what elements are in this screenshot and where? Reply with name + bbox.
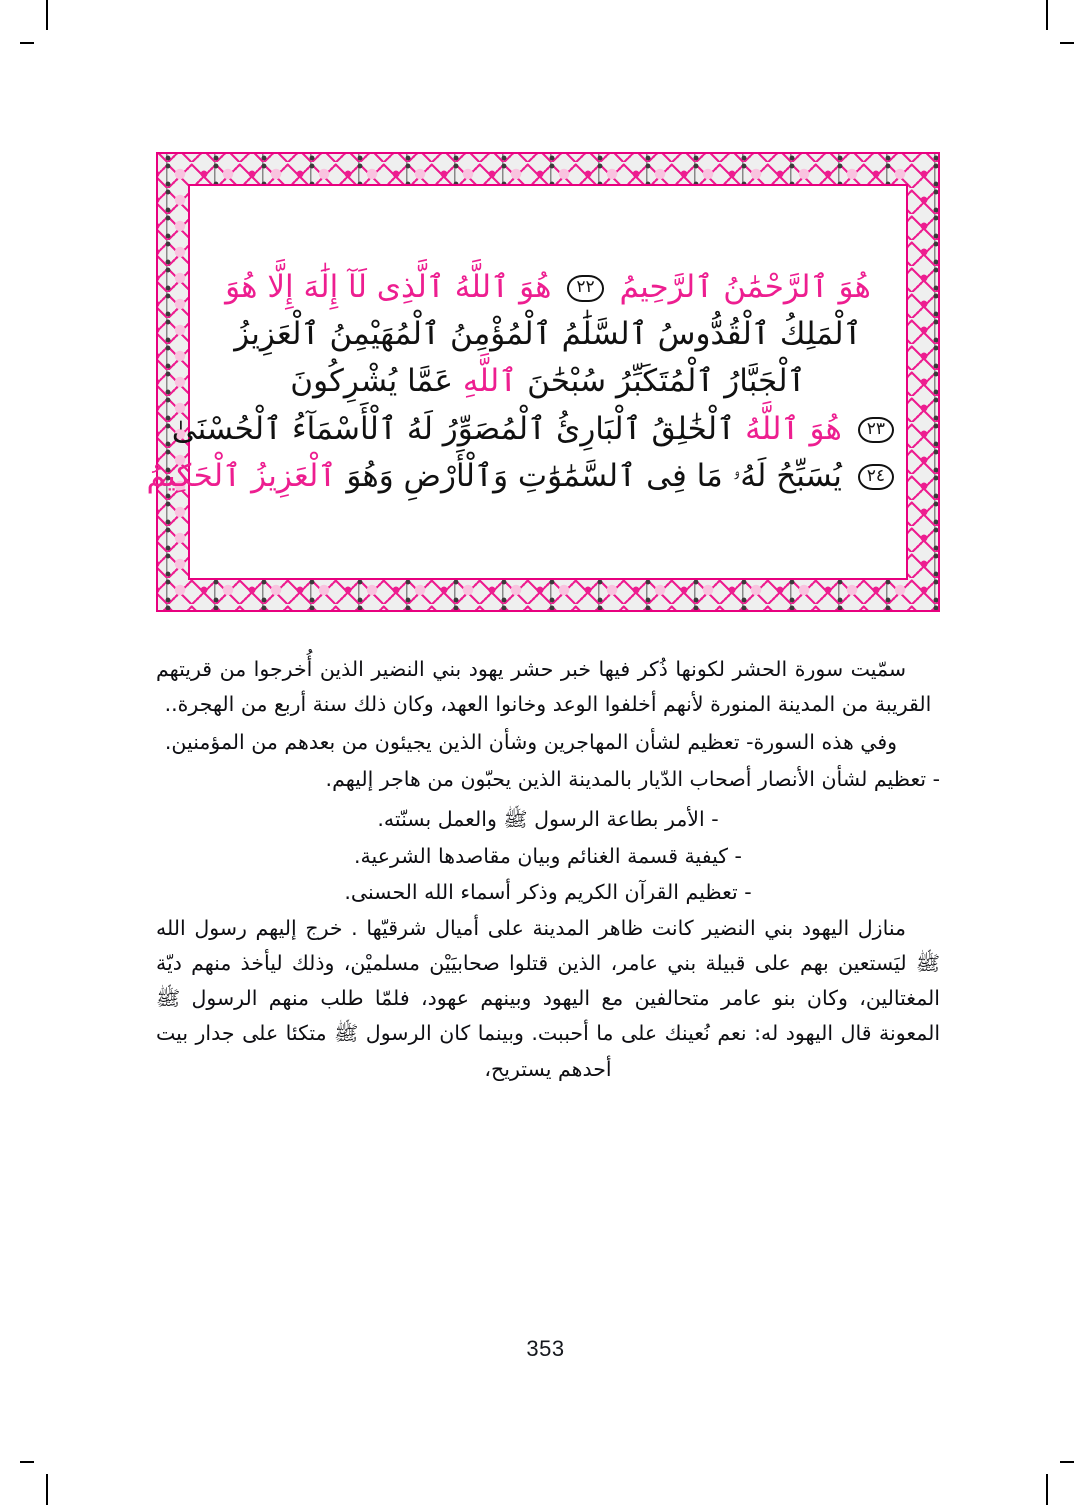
quran-verse-panel <box>146 152 940 612</box>
ayah-line-5 <box>146 453 900 500</box>
page-number: 353 <box>526 1336 565 1361</box>
ayah-segment: هُوَ ٱللَّهُ ٱلَّذِى لَآ إِلَٰهَ إِلَّا هُوَ <box>225 269 552 306</box>
ayah-segment: يُسَبِّحُ لَهُۥ مَا فِى ٱلسَّمَٰوَٰتِ وَٱلْأَرْضِ وَهُوَ <box>346 457 842 494</box>
ayah-line-3 <box>196 358 900 405</box>
crop-mark-bottom-left-horizontal <box>20 1461 34 1463</box>
sallallahu-alayhi-wasallam-icon: ﷺ <box>915 950 940 975</box>
ayah-line-1 <box>196 264 900 311</box>
intro-paragraph: سمّيت سورة الحشر لكونها ذُكر فيها خبر حشر يهود بني النضير الذين أُخرجوا من قريتهم القريبة من المدينة المنورة لأنهم أخلفوا الوعد وخانوا العهد، وكان ذلك سنة أربع من الهجرة.. <box>156 657 932 717</box>
ayah-segment: ٱلْخَٰلِقُ ٱلْبَارِئُ ٱلْمُصَوِّرُ لَهُ ٱلْأَسْمَآءُ ٱلْحُسْنَىٰ <box>171 410 736 447</box>
themes-intro-paragraph: وفي هذه السورة- تعظيم لشأن المهاجرين وشأن الذين يجيئون من بعدهم من المؤمنين. <box>164 729 898 754</box>
crop-mark-top-right-vertical <box>1046 0 1048 30</box>
crop-mark-bottom-right-vertical <box>1046 1474 1048 1505</box>
closing-part-4: متكئا على جدار بيت أحدهم يستريح، <box>156 1021 612 1081</box>
list-item <box>156 838 940 874</box>
ayah-segment: ٱلْعَزِيزُ ٱلْحَكِيمُ <box>146 457 337 494</box>
closing-part-2: ليَستعين بهم على قبيلة بني عامر، الذين قتلوا صحابيَيْن مسلميْن، وذلك ليأخذ منهم ديّة المغتالين، وكان بنو عامر متحالفين مع اليهود وبينهم عهود، فلمّا طلب منهم الرسول <box>156 950 940 1011</box>
bullet-text-before: - تعظيم القرآن الكريم وذكر أسماء الله الحسنى. <box>344 880 752 905</box>
themes-bullet-list <box>156 801 940 911</box>
bullet-text-before: - كيفية قسمة الغنائم وبيان مقاصدها الشرعية. <box>354 843 742 868</box>
crop-mark-top-left-vertical <box>46 0 48 30</box>
ayah-segment: ٱلْمَلِكُ ٱلْقُدُّوسُ ٱلسَّلَٰمُ ٱلْمُؤْمِنُ ٱلْمُهَيْمِنُ ٱلْعَزِيزُ <box>234 316 862 353</box>
crop-mark-top-right-horizontal <box>1060 42 1074 44</box>
ayah-number-marker: ۲۲ <box>567 275 603 302</box>
crop-mark-bottom-left-vertical <box>46 1474 48 1505</box>
ayah-number-marker: ۲٤ <box>858 464 894 491</box>
crop-mark-bottom-right-horizontal <box>1060 1461 1074 1463</box>
bullet-text-after: والعمل بسنّته. <box>377 807 504 831</box>
closing-part-1: منازل اليهود بني النضير كانت ظاهر المدينة على أميال شرقيّها . خرج إليهم رسول الله <box>156 915 906 940</box>
ayah-number-marker: ۲۳ <box>858 417 894 444</box>
ayah-segment-allah: ٱللَّهِ <box>462 363 518 400</box>
commentary-body <box>156 652 940 1089</box>
ayah-line-2 <box>196 311 900 358</box>
ayah-line-4 <box>171 406 900 453</box>
sallallahu-alayhi-wasallam-icon: ﷺ <box>334 1021 359 1046</box>
ayah-segment: عَمَّا يُشْرِكُونَ <box>290 363 453 400</box>
list-item <box>156 874 940 910</box>
sallallahu-alayhi-wasallam-icon: ﷺ <box>503 807 528 831</box>
sallallahu-alayhi-wasallam-icon: ﷺ <box>156 986 181 1011</box>
closing-part-3: المعونة قال اليهود له: نعم نُعينك على ما أحببت. وبينما كان الرسول <box>358 1021 941 1046</box>
list-item <box>156 801 940 838</box>
crop-mark-top-left-horizontal <box>20 42 34 44</box>
bullet-text-before: - الأمر بطاعة الرسول <box>527 807 719 831</box>
theme-ansar-paragraph: - تعظيم لشأن الأنصار أصحاب الدّيار بالمدينة الذين يحبّون من هاجر إليهم. <box>325 766 940 791</box>
quran-text-block <box>146 192 900 572</box>
ayah-segment: هُوَ ٱلرَّحْمَٰنُ ٱلرَّحِيمُ <box>619 269 871 306</box>
ayah-segment: ٱلْجَبَّارُ ٱلْمُتَكَبِّرُ سُبْحَٰنَ <box>527 363 806 400</box>
closing-paragraph <box>156 911 940 1087</box>
ayah-segment: هُوَ ٱللَّهُ <box>745 410 842 447</box>
